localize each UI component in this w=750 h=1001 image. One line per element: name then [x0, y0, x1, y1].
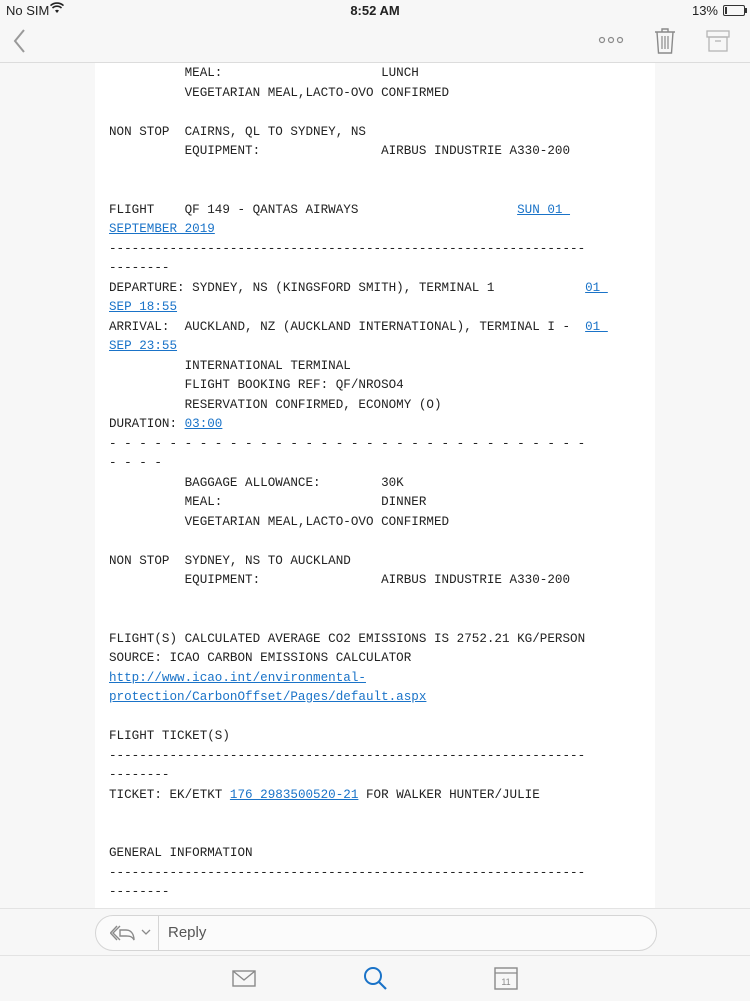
email-line: [109, 65, 419, 81]
email-line: [109, 475, 404, 491]
email-line-text: FLIGHT QF 149 - QANTAS AIRWAYS: [109, 202, 518, 217]
email-line: [109, 397, 442, 413]
email-line-text: MEAL: DINNER: [109, 495, 427, 509]
archive-icon[interactable]: [705, 28, 731, 54]
email-line: [109, 865, 585, 881]
email-line-text: FLIGHT BOOKING REF: QF/NROSO4: [109, 378, 404, 392]
carrier-label: No SIM: [6, 3, 50, 18]
battery-icon: [723, 5, 745, 16]
email-line: [109, 787, 540, 803]
email-line-text: ---------------------------------------------------------------: [109, 748, 586, 763]
mail-icon[interactable]: [230, 964, 258, 992]
calendar-icon[interactable]: [492, 964, 520, 992]
email-line: [109, 553, 351, 569]
email-line-text: DURATION:: [109, 417, 185, 431]
email-line-text: --------: [109, 885, 170, 899]
email-link[interactable]: 01: [585, 280, 608, 295]
email-link[interactable]: SEP 18:55: [109, 300, 178, 314]
reply-all-icon[interactable]: [110, 922, 136, 944]
email-line-text: --------: [109, 768, 170, 782]
more-icon[interactable]: [598, 34, 624, 46]
email-line: [109, 514, 449, 530]
reply-divider: [158, 916, 159, 950]
email-line-text: NON STOP SYDNEY, NS TO AUCKLAND: [109, 553, 351, 568]
email-line: [109, 280, 608, 296]
email-line: [109, 728, 230, 744]
email-toolbar: [0, 22, 750, 63]
email-line: [109, 494, 426, 510]
email-line: [109, 377, 404, 393]
email-line: [109, 767, 169, 783]
email-line-text: NON STOP CAIRNS, QL TO SYDNEY, NS: [109, 124, 366, 139]
email-link[interactable]: SUN 01: [517, 202, 571, 217]
back-chevron-icon[interactable]: [10, 26, 30, 56]
email-line-text: BAGGAGE ALLOWANCE: 30K: [109, 475, 404, 490]
calendar-day: 11: [501, 977, 511, 987]
email-line-text: - - - -: [109, 456, 162, 470]
trash-icon[interactable]: [653, 27, 677, 55]
email-line-text: ARRIVAL: AUCKLAND, NZ (AUCKLAND INTERNATIONAL), TERMINAL I -: [109, 319, 586, 334]
email-line-text: DEPARTURE: SYDNEY, NS (KINGSFORD SMITH), TERMINAL 1: [109, 280, 586, 295]
email-line: [109, 884, 169, 900]
email-line: [109, 221, 215, 237]
email-line: [109, 455, 162, 471]
email-line-text: INTERNATIONAL TERMINAL: [109, 358, 351, 373]
email-line-text: SOURCE: ICAO CARBON EMISSIONS CALCULATOR: [109, 651, 412, 665]
email-line: [109, 845, 253, 861]
reply-field[interactable]: Reply: [168, 924, 207, 941]
email-line: [109, 358, 351, 374]
email-line: [109, 650, 411, 666]
email-line: [109, 85, 449, 101]
email-line-text: - - - - - - - - - - - - - - - - - - - - - - - - - - - - - - - -: [109, 436, 586, 451]
email-line: [109, 416, 222, 432]
email-line: [109, 436, 585, 452]
email-body: [0, 63, 750, 908]
email-line: [109, 670, 366, 686]
email-line-text: EQUIPMENT: AIRBUS INDUSTRIE A330-200: [109, 573, 571, 587]
email-line-text: --------: [109, 261, 170, 275]
reply-bar: [0, 908, 750, 956]
email-line-text: FOR WALKER HUNTER/JULIE: [358, 787, 540, 802]
email-line: [109, 631, 585, 647]
email-line-text: VEGETARIAN MEAL,LACTO-OVO CONFIRMED: [109, 514, 450, 529]
email-link[interactable]: SEPTEMBER 2019: [109, 222, 215, 236]
email-line: [109, 143, 570, 159]
email-link[interactable]: protection/CarbonOffset/Pages/default.aspx: [109, 690, 427, 704]
email-link[interactable]: 03:00: [184, 417, 223, 431]
email-line-text: RESERVATION CONFIRMED, ECONOMY (O): [109, 397, 442, 412]
tab-bar: [0, 955, 750, 1001]
battery-percent: 13%: [691, 3, 718, 18]
email-line-text: MEAL: LUNCH: [109, 66, 419, 80]
email-line: [109, 241, 585, 257]
email-line-text: ---------------------------------------------------------------: [109, 241, 586, 256]
chevron-down-icon[interactable]: [141, 928, 151, 936]
email-line-text: VEGETARIAN MEAL,LACTO-OVO CONFIRMED: [109, 85, 450, 100]
email-line-text: GENERAL INFORMATION: [109, 846, 253, 860]
email-line: [109, 202, 570, 218]
email-link[interactable]: 01: [585, 319, 608, 334]
email-line: [109, 299, 177, 315]
reply-box[interactable]: [95, 915, 657, 951]
email-line: [109, 572, 570, 588]
email-line: [109, 124, 366, 140]
email-link[interactable]: 176 2983500520-21: [229, 787, 359, 802]
status-bar: [0, 0, 750, 22]
email-line-text: FLIGHT TICKET(S): [109, 729, 230, 743]
email-line: [109, 748, 585, 764]
clock: 8:52 AM: [350, 3, 400, 18]
email-line: [109, 319, 608, 335]
email-line: [109, 689, 426, 705]
email-line-text: EQUIPMENT: AIRBUS INDUSTRIE A330-200: [109, 144, 571, 158]
email-line-text: ---------------------------------------------------------------: [109, 865, 586, 880]
email-line-text: FLIGHT(S) CALCULATED AVERAGE CO2 EMISSIONS IS 2752.21 KG/PERSON: [109, 631, 586, 646]
email-line: [109, 338, 177, 354]
search-icon[interactable]: [361, 964, 389, 992]
email-line: [109, 260, 169, 276]
email-line-text: TICKET: EK/ETKT: [109, 787, 230, 802]
email-link[interactable]: http://www.icao.int/environmental-: [109, 670, 366, 685]
email-link[interactable]: SEP 23:55: [109, 339, 178, 353]
